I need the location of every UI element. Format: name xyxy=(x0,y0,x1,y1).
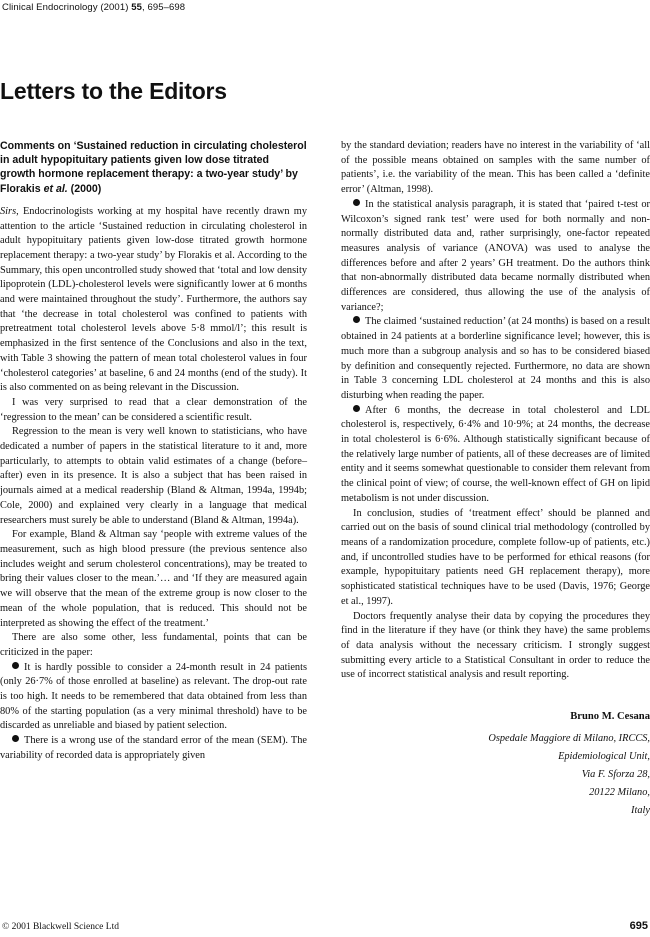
body-paragraph: There are also some other, less fundamental, points that can be criticized in the paper: xyxy=(0,632,307,658)
body-paragraph: For example, Bland & Altman say ‘people with extreme values of the measurement, such as high blood pressure (the previous sentence also includes weight and serum cholesterol concentrations), may be treated to bring their values closer to the mean.’… and ‘If they are measured again we will observe that the mean of the extreme group is now closer to the mean of the whole population, that is reduced. This should not be interpreted as showing the effect of the treatment.’ xyxy=(0,529,307,629)
journal-name: Clinical Endocrinology (2001) xyxy=(2,2,129,13)
journal-header xyxy=(2,2,185,13)
bullet-icon xyxy=(12,662,19,669)
body-paragraph: I was very surprised to read that a clear demonstration of the ‘regression to the mean’ can be considered a scientific result. xyxy=(0,396,307,423)
bullet-paragraph xyxy=(0,734,307,763)
address-line: Ospedale Maggiore di Milano, IRCCS, xyxy=(488,733,650,745)
journal-volume: 55 xyxy=(131,2,142,13)
body-paragraph: Regression to the mean is very well known to statisticians, who have dedicated a number of papers in the statistical literature to it and, more particularly, to attempts to obtain valid estimates of a change (before–after) even in its presence. It is also a subject that has been raised in journals aimed at a medical readership (Bland & Altman, 1994a, 1994b; Cole, 2000) and explained very clearly in a language that medical researchers must surely be able to understand (Bland & Altman, 1994a). xyxy=(0,426,307,526)
section-title: Letters to the Editors xyxy=(0,78,227,104)
bullet-text: The claimed ‘sustained reduction’ (at 24 months) is based on a result obtained in 24 patients at a borderline significance level; however, this is much more than a subgroup analysis and so has to be considered biased by definition and consequently rejected. Furthermore, no data are shown in Table 3 concerning LDL cholesterol at 24 months and this is also disturbing when reading the paper. xyxy=(341,316,650,401)
journal-pages: , 695–698 xyxy=(142,2,186,13)
bullet-paragraph xyxy=(0,661,307,735)
bullet-text: In the statistical analysis paragraph, it is stated that ‘paired t-test or Wilcoxon’s signed rank test’ were used for both normally and non-normally distributed data and, rather surprisingly, one-factor repeated measures analysis of variance (ANOVA) was used to analyse the differences before and after 2 years’ GH treatment. Do the authors think that non-abnormally distributed data became normally distributed when differences are considered, thus allowing the use of the analysis of variance?; xyxy=(341,198,650,313)
body-paragraph: In conclusion, studies of ‘treatment effect’ should be planned and carried out on the basis of sound clinical trial methodology (controlled by means of a randomization procedure, complete follow-up of patients, etc.) and, if uncontrolled studies have to be performed for ethical reasons (for example, hypopituitary patients need GH replacement therapy), more sophisticated statistical techniques have to be used (Davis, 1976; George et al., 1997). xyxy=(341,507,650,607)
letter-heading-main: Comments on ‘Sustained reduction in circulating cholesterol in adult hypopituitary patients given low dose titrated growth hormone replacement therapy: a two-year study’ by Florakis xyxy=(0,140,307,195)
address-line: 20122 Milano, xyxy=(589,787,650,799)
bullet-text: It is hardly possible to consider a 24-month result in 24 patients (only 26·7% of those enrolled at baseline) as relevant. The drop-out rate is too high. It needs to be remembered that data obtained from less than 80% of the starting population (as a very minimal threshold) have to be discarded as unreliable and biased by patient selection. xyxy=(0,661,307,732)
bullet-paragraph xyxy=(341,315,650,403)
salutation: Sirs, xyxy=(0,205,19,217)
paragraph-text: Endocrinologists working at my hospital have recently drawn my attention to the article ‘Sustained reduction in circulating cholesterol in adult hypopituitary patients given low-dose titrated growth hormone replacement therapy: a two-year study’ by Florakis et al. According to the Summary, this open uncontrolled study showed that ‘total and low density lipoprotein (LDL)-cholesterol levels were significantly lower at 6 months and were maintained throughout the study’. Furthermore, the authors say that ‘the decrease in total cholesterol was confined to patients with pretreatment total cholesterol levels above 5·8 mmol/l’; this result is emphasized in the first sentence of the Conclusions and also in the text, with Table 3 showing the pattern of mean total cholesterol values in four ‘cholesterol categories’ at baseline, 6 and 24 months (end of the study). It is also commented on as being relevant in the Discussion. xyxy=(0,205,308,394)
bullet-paragraph xyxy=(341,404,650,507)
right-column xyxy=(341,139,650,820)
address-line: Italy xyxy=(631,805,650,817)
letter-heading xyxy=(0,139,307,196)
bullet-icon xyxy=(12,735,19,742)
body-paragraph: Doctors frequently analyse their data by copying the procedures they find in the literature if they have (or think they have) the same problems of data analysis without the necessary criticism. I strongly suggest submitting every article to a Statistical Consultant in order to reduce the use of incorrect statistical analysis and result reporting. xyxy=(341,610,650,681)
address-line: Via F. Sforza 28, xyxy=(581,769,650,781)
address-line: Epidemiological Unit, xyxy=(558,751,650,763)
bullet-text: After 6 months, the decrease in total cholesterol and LDL cholesterol is, respectively, 6·4% and 10·9%; at 24 months, the decrease in total cholesterol is 6·6%. Although statistically significant because of the relatively large number of patients, all of these decreases are of limited entity and it seems somewhat questionable to consider them relevant from the clinical point of view; of course, the well-known effect of GH on lipid metabolism is not under discussion. xyxy=(341,404,650,504)
letter-heading-year: (2000) xyxy=(67,182,102,195)
body-paragraph-continued: by the standard deviation; readers have no interest in the variability of ‘all of the possible means obtained on samples with the same number of patients’, i.e. the variability of the mean. This has been called a ‘definite error’ (Altman, 1998). xyxy=(341,140,650,196)
page-number: 695 xyxy=(629,920,648,932)
signature-block xyxy=(341,709,650,820)
bullet-paragraph xyxy=(341,198,650,316)
left-column xyxy=(0,139,307,764)
bullet-text: There is a wrong use of the standard error of the mean (SEM). The variability of recorded data is appropriately given xyxy=(0,735,307,761)
bullet-icon xyxy=(353,199,360,206)
bullet-icon xyxy=(353,316,360,323)
footer-copyright: © 2001 Blackwell Science Ltd xyxy=(2,922,119,932)
bullet-icon xyxy=(353,405,360,412)
body-paragraph xyxy=(0,205,307,396)
author-name: Bruno M. Cesana xyxy=(570,711,650,723)
letter-heading-etal: et al. xyxy=(43,182,68,195)
